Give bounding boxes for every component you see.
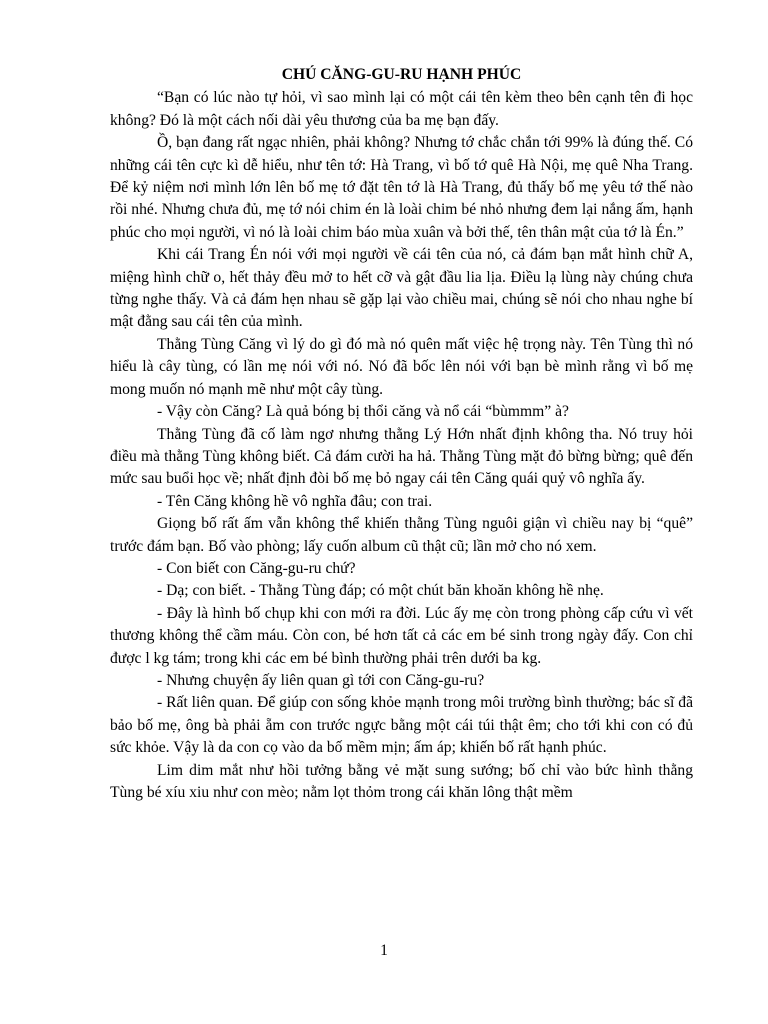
paragraph: Giọng bố rất ấm vẫn không thể khiến thằng Tùng nguôi giận vì chiều nay bị “quê” trước đám bạn. Bố vào phòng; lấy cuốn album cũ thật cũ; lần mở cho nó xem.: [110, 515, 693, 555]
page-number: 1: [380, 942, 388, 959]
paragraph: “Bạn có lúc nào tự hỏi, vì sao mình lại có một cái tên kèm theo bên cạnh tên đi học không? Đó là một cách nối dài yêu thương của ba mẹ bạn đấy.: [110, 89, 693, 129]
paragraph: - Vậy còn Căng? Là quả bóng bị thổi căng và nổ cái “bùmmm” à?: [157, 403, 569, 421]
paragraph: Lim dim mắt như hồi tưởng bằng vẻ mặt sung sướng; bố chỉ vào bức hình thằng Tùng bé xíu xiu như con mèo; nằm lọt thỏm trong cái khăn lông thật mềm: [110, 761, 693, 801]
paragraph: - Tên Căng không hề vô nghĩa đâu; con trai.: [157, 492, 433, 510]
document-body: [110, 64, 693, 804]
paragraph: - Đây là hình bố chụp khi con mới ra đời. Lúc ấy mẹ còn trong phòng cấp cứu vì vết thương không thể cầm máu. Còn con, bé hơn tất cả các em bé sinh trong ngày đấy. Con chỉ được l kg tám; trong khi các em bé bình thường phải trên dưới ba kg.: [110, 604, 693, 667]
paragraph: - Con biết con Căng-gu-ru chứ?: [157, 559, 356, 577]
paragraph: Ồ, bạn đang rất ngạc nhiên, phải không? Nhưng tớ chắc chắn tới 99% là đúng thế. Có những cái tên cực kì dễ hiểu, như tên tớ: Hà Trang, vì bố tớ quê Hà Nội, mẹ quê Nha Trang. Để kỷ niệm nơi mình lớn lên bố mẹ tớ đặt tên tớ là Hà Trang, đủ thấy bố mẹ yêu tớ thế nào rồi nhé. Nhưng chưa đủ, mẹ tớ nói chim én là loài chim bé nhỏ nhưng đem lại nắng ấm, hạnh phúc cho mọi người, vì nó là loài chim báo mùa xuân và bởi thế, tên thân mật của tớ là Én.”: [110, 134, 693, 241]
paragraph: - Rất liên quan. Để giúp con sống khỏe mạnh trong môi trường bình thường; bác sĩ đã bảo bố mẹ, ông bà phải ẵm con trước ngực bằng một cái túi thật êm; cho tới khi con có đủ sức khỏe. Vậy là da con cọ vào da bố mềm mịn; ấm áp; khiến bố rất hạnh phúc.: [110, 694, 693, 757]
paragraph: - Nhưng chuyện ấy liên quan gì tới con Căng-gu-ru?: [157, 671, 485, 689]
paragraph: Khi cái Trang Én nói với mọi người về cái tên của nó, cả đám bạn mắt hình chữ A, miệng hình chữ o, hết thảy đều mở to hết cỡ và gật đầu lia lịa. Điều lạ lùng này chúng chưa từng nghe thấy. Và cả đám hẹn nhau sẽ gặp lại vào chiều mai, chúng sẽ nói cho nhau nghe bí mật đằng sau cái tên của mình.: [110, 246, 693, 331]
paragraph: - Dạ; con biết. - Thằng Tùng đáp; có một chút băn khoăn không hề nhẹ.: [157, 582, 604, 600]
paragraph: Thằng Tùng Căng vì lý do gì đó mà nó quên mất việc hệ trọng này. Tên Tùng thì nó hiểu là cây tùng, có lần mẹ nói với nó. Nó đã bốc lên nói với bạn bè mình rằng vì bố mẹ mong muốn nó mạnh mẽ như một cây tùng.: [110, 335, 693, 398]
story-title: CHÚ CĂNG-GU-RU HẠNH PHÚC: [281, 66, 522, 83]
paragraph: Thằng Tùng đã cố làm ngơ nhưng thằng Lý Hớn nhất định không tha. Nó truy hỏi điều mà thằng Tùng không biết. Cả đám cười ha hả. Thằng Tùng mặt đỏ bừng bừng; quê đến mức sau buổi học về; nhất định đòi bố mẹ bỏ ngay cái tên Căng quái quỷ vô nghĩa ấy.: [110, 425, 693, 488]
